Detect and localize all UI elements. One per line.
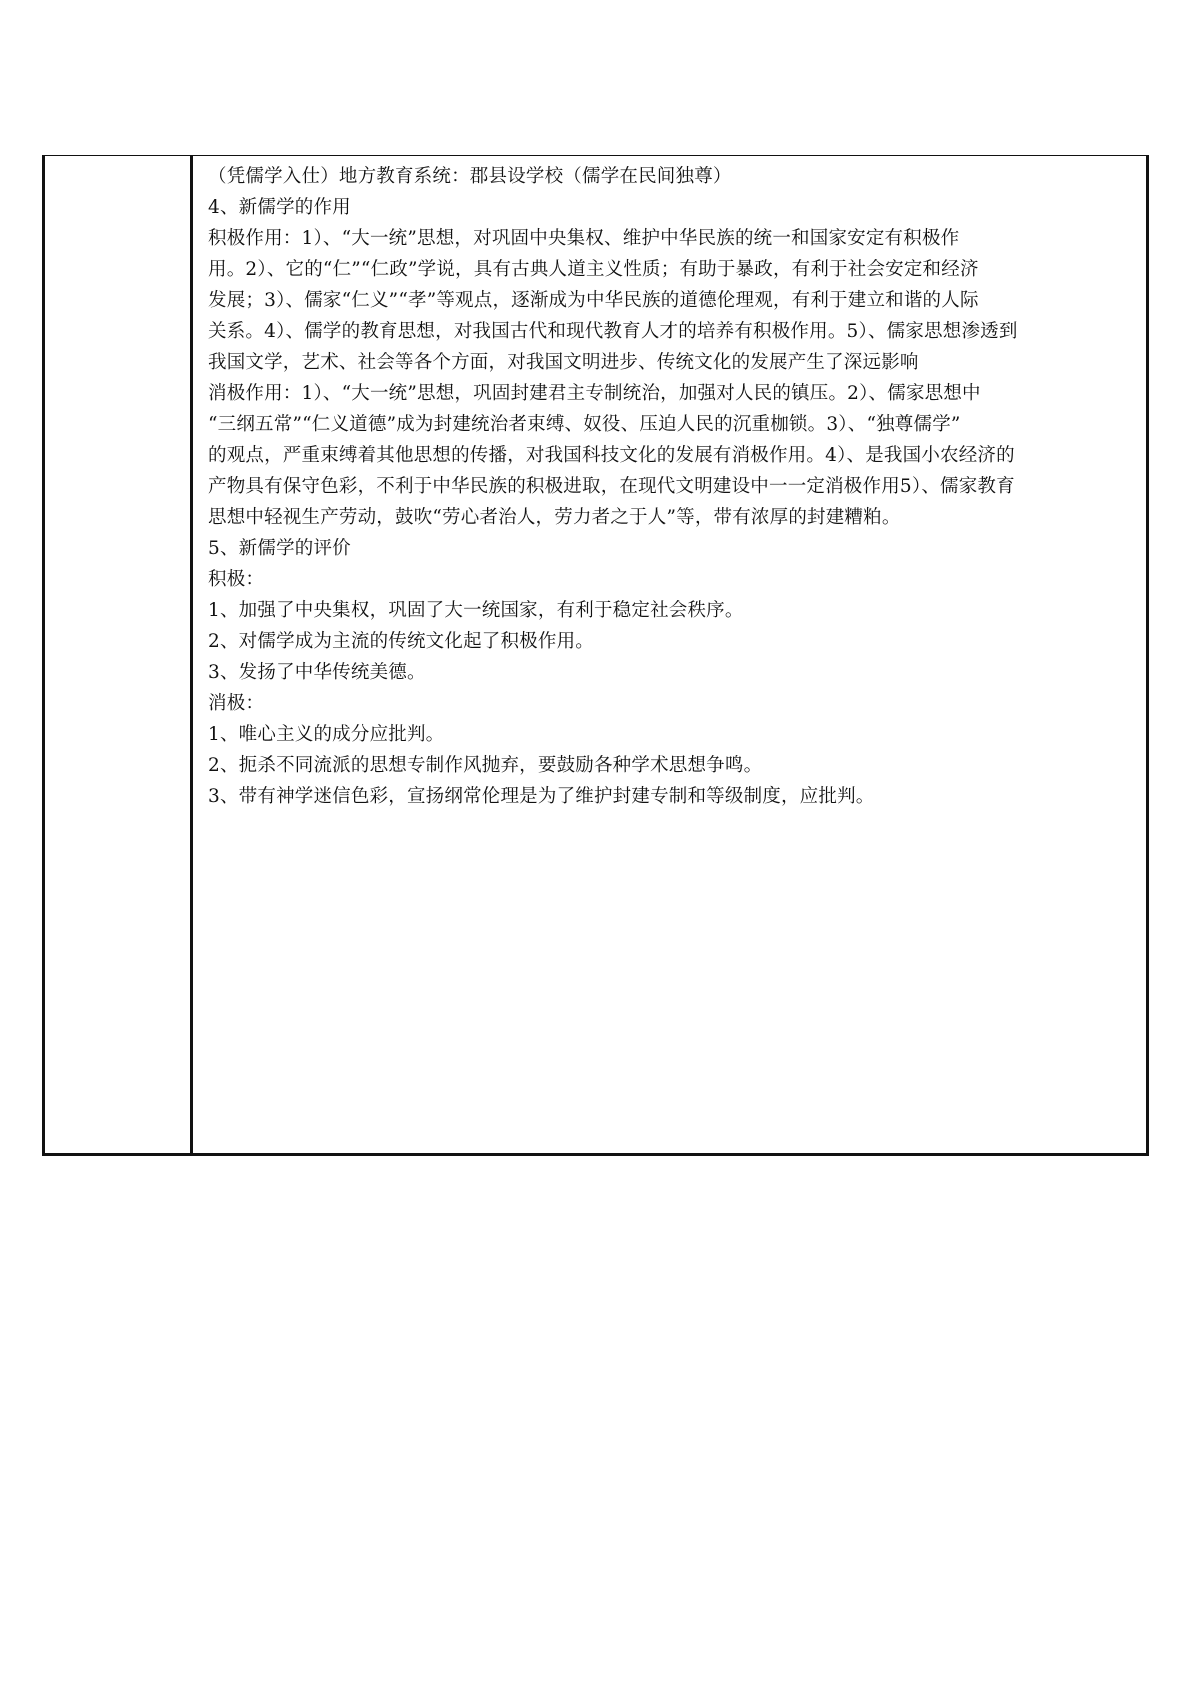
text-line-10: 的观点，严重束缚着其他思想的传播，对我国科技文化的发展有消极作用。4）、是我国小农经济的 (208, 445, 1015, 466)
text-line-9: “三纲五常”“仁义道德”成为封建统治者束缚、奴役、压迫人民的沉重枷锁。3）、“独尊儒学” (208, 414, 961, 435)
positive-item-1: 1、加强了中央集权，巩固了大一统国家，有利于稳定社会秩序。 (208, 600, 744, 621)
text-line-4: 用。2）、它的“仁”“仁政”学说，具有古典人道主义性质；有助于暴政，有利于社会安定和经济 (208, 259, 979, 280)
positive-item-2: 2、对儒学成为主流的传统文化起了积极作用。 (208, 631, 594, 652)
text-line-3: 积极作用：1）、“大一统”思想，对巩固中央集权、维护中华民族的统一和国家安定有积极作 (208, 228, 960, 249)
positive-label: 积极： (208, 569, 265, 590)
text-line-1: （凭儒学入仕）地方教育系统：郡县设学校（儒学在民间独尊） (208, 166, 732, 187)
positive-item-3: 3、发扬了中华传统美德。 (208, 662, 426, 683)
section-heading-evaluation: 5、新儒学的评价 (208, 538, 351, 559)
text-line-7: 我国文学，艺术、社会等各个方面，对我国文明进步、传统文化的发展产生了深远影响 (208, 352, 919, 373)
negative-item-1: 1、唯心主义的成分应批判。 (208, 724, 445, 745)
text-line-11: 产物具有保守色彩，不利于中华民族的积极进取，在现代文明建设中一一定消极作用5）、儒家教育 (208, 476, 1015, 497)
text-line-5: 发展；3）、儒家“仁义”“孝”等观点，逐渐成为中华民族的道德伦理观，有利于建立和谐的人际 (208, 290, 979, 311)
text-line-12: 思想中轻视生产劳动，鼓吹“劳心者治人，劳力者之于人”等，带有浓厚的封建糟粕。 (208, 507, 901, 528)
negative-label: 消极： (208, 693, 265, 714)
left-column-cell (45, 156, 193, 1153)
text-line-6: 关系。4）、儒学的教育思想，对我国古代和现代教育人才的培养有积极作用。5）、儒家思想渗透到 (208, 321, 1018, 342)
content-table (42, 155, 1149, 1156)
negative-item-3: 3、带有神学迷信色彩，宣扬纲常伦理是为了维护封建专制和等级制度，应批判。 (208, 786, 875, 807)
negative-item-2: 2、扼杀不同流派的思想专制作风抛弃，要鼓励各种学术思想争鸣。 (208, 755, 763, 776)
section-heading-role: 4、新儒学的作用 (208, 197, 351, 218)
right-column-cell (196, 156, 1146, 1153)
text-line-8: 消极作用：1）、“大一统”思想，巩固封建君主专制统治，加强对人民的镇压。2）、儒家思想中 (208, 383, 981, 404)
